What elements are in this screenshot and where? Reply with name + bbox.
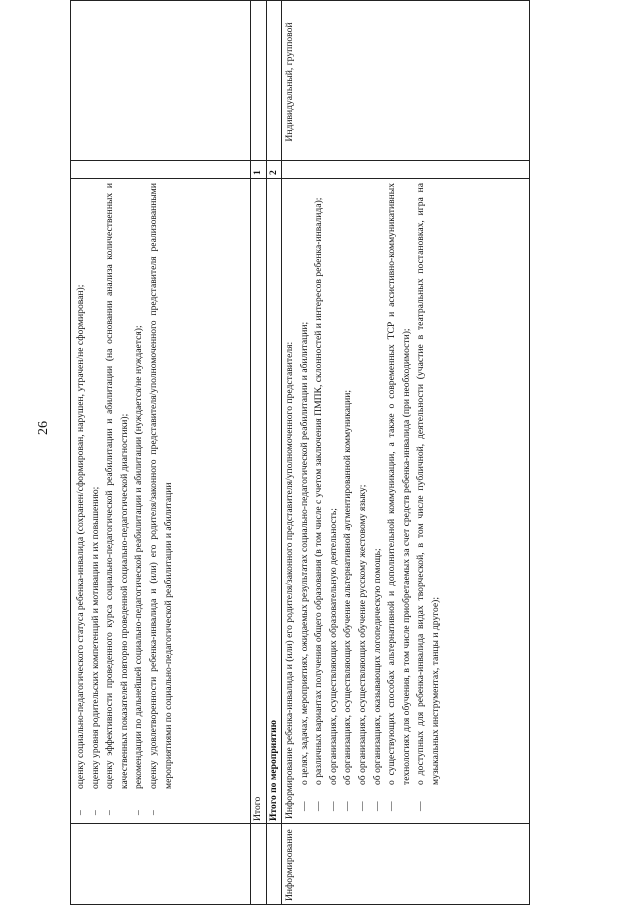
list-item: – оценку уровня родительских компетенций и мотивации и их повышению; [89, 486, 101, 815]
list-item: — об организациях, осуществляющих образовательную деятельность; [327, 508, 339, 811]
list-item: – оценку эффективности проведенного курса социально-педагогической реабилитации и абилитации (на основании анализа количественных и качественных показателей повторно проведенной социально-педагогической диагностики); [104, 183, 130, 815]
itogo-total-label: Итого по мероприятию [268, 720, 279, 821]
list-item: — о различных вариантах получения общего образования (в том числе с учетом заключения ПМПК, склонностей и интересов ребенка-инвалида); [313, 197, 325, 811]
itogo-total-value: 2 [268, 170, 279, 175]
itogo-value: 1 [252, 170, 263, 175]
itogo-label: Итого [252, 796, 263, 821]
list-item: – оценку социально-педагогического статуса ребенка-инвалида (сохранен/сформирован, нарушен, утрачен/не сформирован); [75, 284, 86, 815]
list-item: — об организациях, оказывающих логопедическую помощь; [371, 548, 383, 811]
section2-intro: Информирование ребенка-инвалида и (или) его родителя/законного представителя/уполномоченного представителя: [284, 341, 295, 819]
list-item: — об организациях, осуществляющих обучение альтернативной аугментированной коммуникации; [342, 389, 354, 811]
list-item: – рекомендации по дальнейшей социально-педагогической реабилитации и абилитации (нуждается/не нуждается); [133, 325, 145, 815]
list-item: — о доступных для ребенка-инвалида видах творческой, в том числе публичной, деятельности (участие в театральных постановках, игра на музыкальных инструментах, танцы и другое); [415, 183, 441, 811]
section1-list [74, 183, 176, 823]
list-item: — о целях, задачах, мероприятиях, ожидаемых результатах социально-педагогической реабилитации и абилитации; [298, 321, 310, 811]
rotated-table-sheet [70, 0, 530, 905]
list-item: — о существующих способах альтернативной и дополнительной коммуникации, а также о современных ТСР и ассистивно-коммуникативных технологиях для обучения, в том числе приобретаемых за счет средств ребенка-инвалида (при необходимости); [386, 183, 412, 811]
list-item: — об организациях, осуществляющих обучение русскому жестовому языку; [356, 484, 368, 811]
list-item: – оценку удовлетворенности ребенка-инвалида и (или) его родителя/законного представителя/уполномоченного представителя реализованными мероприятиями по социально-педагогической реабилитации и абилитации [147, 183, 174, 815]
page-number: 26 [36, 421, 51, 435]
activity-form: Индивидуальный, групповой [284, 22, 295, 142]
section2-content [283, 183, 444, 819]
activity-name: Информирование [284, 829, 295, 901]
